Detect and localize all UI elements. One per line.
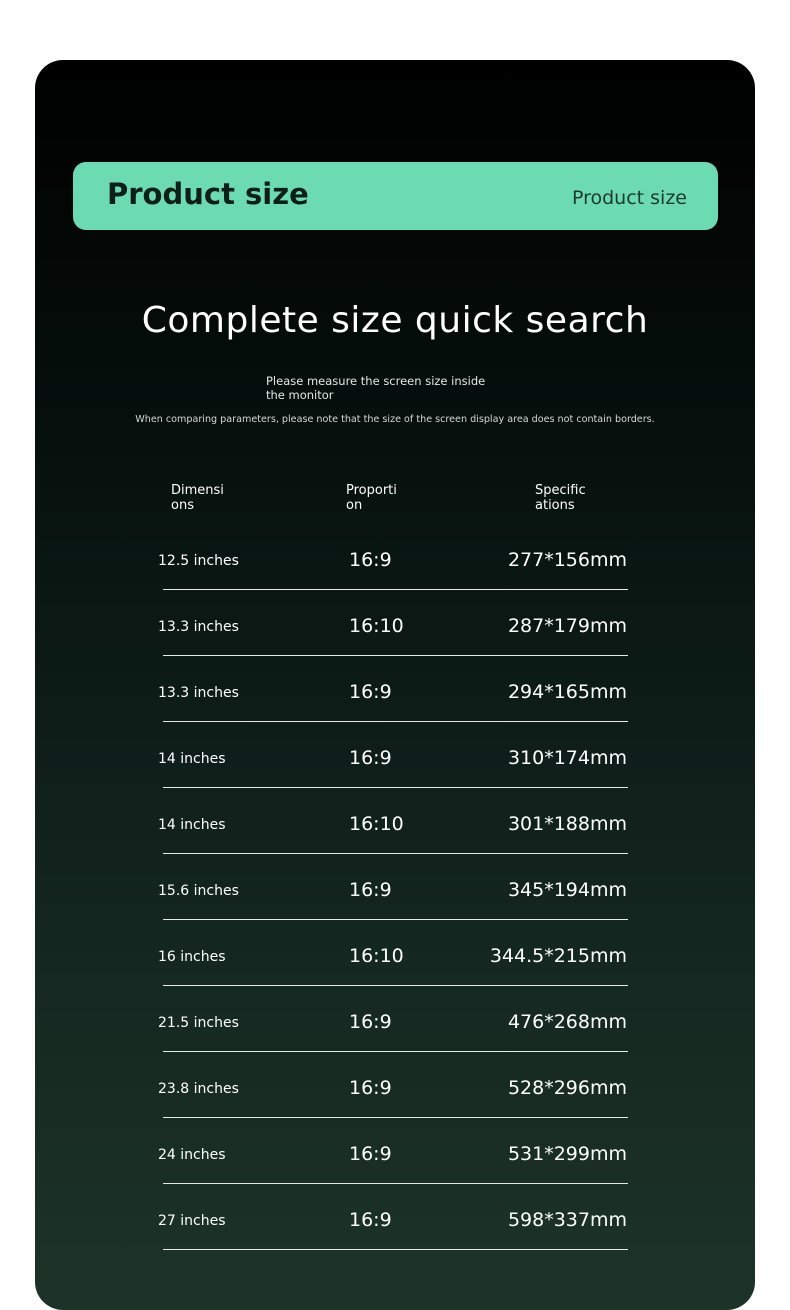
- dimension-cell: 14 inches: [158, 817, 226, 833]
- table-row: [35, 1055, 755, 1121]
- proportion-cell: 16:9: [349, 747, 392, 769]
- table-row: [35, 527, 755, 593]
- table-row: [35, 1121, 755, 1187]
- specification-cell: 344.5*215mm: [489, 945, 627, 967]
- row-divider: [163, 1051, 628, 1052]
- proportion-cell: 16:9: [349, 1077, 392, 1099]
- row-divider: [163, 721, 628, 722]
- row-divider: [163, 1249, 628, 1250]
- product-size-banner: [73, 162, 718, 230]
- table-body: [35, 527, 755, 1253]
- proportion-cell: 16:10: [349, 945, 404, 967]
- row-divider: [163, 1183, 628, 1184]
- table-row: [35, 989, 755, 1055]
- size-chart-card: [35, 60, 755, 1310]
- proportion-cell: 16:9: [349, 681, 392, 703]
- dimension-cell: 13.3 inches: [158, 685, 239, 701]
- proportion-cell: 16:9: [349, 1011, 392, 1033]
- compare-note: When comparing parameters, please note that the size of the screen display area does not contain borders.: [135, 414, 655, 425]
- dimension-cell: 13.3 inches: [158, 619, 239, 635]
- dimension-cell: 16 inches: [158, 949, 226, 965]
- table-row: [35, 725, 755, 791]
- dimension-cell: 14 inches: [158, 751, 226, 767]
- proportion-cell: 16:9: [349, 879, 392, 901]
- row-divider: [163, 655, 628, 656]
- proportion-cell: 16:9: [349, 1209, 392, 1231]
- specification-cell: 277*156mm: [507, 549, 627, 571]
- table-row: [35, 791, 755, 857]
- column-header-dimensions: Dimensions: [171, 483, 224, 513]
- measure-note: Please measure the screen size inside the monitor: [266, 374, 486, 402]
- proportion-cell: 16:10: [349, 615, 404, 637]
- specification-cell: 345*194mm: [507, 879, 627, 901]
- table-row: [35, 659, 755, 725]
- specification-cell: 528*296mm: [507, 1077, 627, 1099]
- dimension-cell: 27 inches: [158, 1213, 226, 1229]
- row-divider: [163, 1117, 628, 1118]
- column-header-proportion: Proportion: [346, 483, 397, 513]
- banner-subtitle: Product size: [571, 187, 687, 209]
- row-divider: [163, 985, 628, 986]
- row-divider: [163, 853, 628, 854]
- specification-cell: 531*299mm: [507, 1143, 627, 1165]
- column-header-specifications: Specifications: [535, 483, 586, 513]
- specification-cell: 294*165mm: [507, 681, 627, 703]
- banner-title: Product size: [107, 177, 309, 211]
- dimension-cell: 23.8 inches: [158, 1081, 239, 1097]
- proportion-cell: 16:9: [349, 1143, 392, 1165]
- specification-cell: 598*337mm: [507, 1209, 627, 1231]
- specification-cell: 287*179mm: [507, 615, 627, 637]
- specification-cell: 301*188mm: [507, 813, 627, 835]
- page-title: Complete size quick search: [141, 300, 649, 341]
- row-divider: [163, 919, 628, 920]
- row-divider: [163, 787, 628, 788]
- row-divider: [163, 589, 628, 590]
- proportion-cell: 16:10: [349, 813, 404, 835]
- table-row: [35, 1187, 755, 1253]
- dimension-cell: 12.5 inches: [158, 553, 239, 569]
- specification-cell: 476*268mm: [507, 1011, 627, 1033]
- table-row: [35, 923, 755, 989]
- dimension-cell: 15.6 inches: [158, 883, 239, 899]
- proportion-cell: 16:9: [349, 549, 392, 571]
- table-row: [35, 857, 755, 923]
- table-row: [35, 593, 755, 659]
- dimension-cell: 21.5 inches: [158, 1015, 239, 1031]
- specification-cell: 310*174mm: [507, 747, 627, 769]
- dimension-cell: 24 inches: [158, 1147, 226, 1163]
